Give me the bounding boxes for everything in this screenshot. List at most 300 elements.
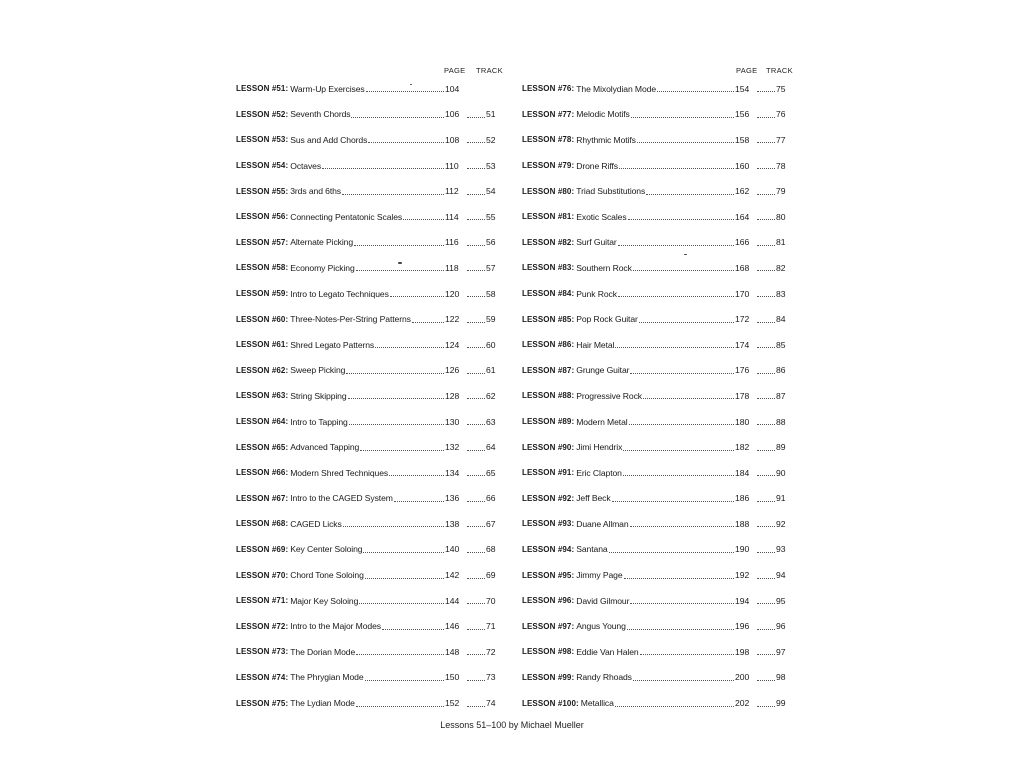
lesson-number: LESSON #87: [522,365,575,375]
lesson-title: Santana [576,544,608,555]
lesson-number: LESSON #72: [236,621,289,631]
lesson-number: LESSON #60: [236,314,289,324]
page-number: 172 [735,314,750,325]
page-number: 158 [735,134,750,145]
toc-entry [236,255,498,281]
toc-entry [236,537,498,563]
toc-entry [236,332,498,358]
page-number: 112 [445,186,459,197]
toc-entry [236,306,498,332]
toc-entry [236,102,498,128]
track-number: 51 [486,109,496,120]
track-number: 69 [486,570,496,581]
page-number: 188 [735,518,750,529]
page-number: 132 [445,442,460,453]
lesson-number: LESSON #69: [236,544,289,554]
dot-leader [618,288,734,297]
track-number: 87 [776,390,786,401]
dot-leader [467,365,485,374]
dot-leader [467,595,485,604]
page-number: 142 [445,570,460,581]
dot-leader [359,595,444,604]
track-number: 63 [486,416,496,427]
track-number: 71 [486,621,496,632]
dot-leader [365,570,444,579]
track-number: 89 [776,442,786,453]
dot-leader [757,442,775,451]
lesson-number: LESSON #71: [236,596,289,606]
lesson-title: Jimi Hendrix [576,442,623,453]
toc-entry [522,434,788,460]
toc-entry [522,204,788,230]
dot-leader [322,160,444,169]
toc-entry [522,230,788,256]
track-number: 91 [776,493,786,504]
dot-leader [618,237,734,246]
lesson-number: LESSON #86: [522,340,575,350]
dot-leader [657,83,734,92]
dot-leader [390,288,444,297]
dot-leader [629,416,734,425]
toc-entry [522,102,788,128]
page-number: 196 [735,621,750,632]
dot-leader [757,262,775,271]
lesson-number: LESSON #63: [236,391,289,401]
track-number: 98 [776,672,786,683]
lesson-number: LESSON #54: [236,161,289,171]
lesson-title: Intro to the CAGED System [290,493,393,504]
dot-leader [365,672,444,681]
dot-leader [612,493,734,502]
dot-leader [628,211,734,220]
toc-entry [236,460,498,486]
lesson-title: Duane Allman [576,518,629,529]
dot-leader [467,442,485,451]
lesson-title: Southern Rock [576,262,632,273]
lesson-title: Jeff Beck [576,493,611,504]
track-number: 86 [776,365,786,376]
track-number: 64 [486,442,496,453]
dot-leader [646,186,734,195]
dot-leader [623,467,734,476]
track-number: 62 [486,390,496,401]
lesson-number: LESSON #95: [522,570,575,580]
lesson-list-right [522,76,792,716]
track-column-label: TRACK [476,66,503,75]
dot-leader [382,621,444,630]
lesson-number: LESSON #100: [522,698,579,708]
lesson-title: Octaves [290,160,322,171]
toc-entry [236,178,498,204]
toc-entry [236,281,498,307]
lesson-title: Major Key Soloing [290,595,359,606]
track-number: 67 [486,518,496,529]
dot-leader [757,467,775,476]
track-column-label: TRACK [766,66,793,75]
toc-entry [236,434,498,460]
dot-leader [757,390,775,399]
page-number: 156 [735,109,750,120]
toc-entry [236,486,498,512]
lesson-number: LESSON #57: [236,237,289,247]
page-number: 124 [445,339,460,350]
page-number: 202 [735,698,750,709]
track-number: 61 [486,365,496,376]
lesson-title: The Dorian Mode [290,646,356,657]
lesson-title: David Gilmour [576,595,630,606]
dot-leader [467,109,485,118]
lesson-title: Three-Notes-Per-String Patterns [290,314,411,325]
dot-leader [757,570,775,579]
dot-leader [757,134,775,143]
page-number: 200 [735,672,750,683]
right-column [522,62,792,716]
lesson-number: LESSON #79: [522,161,575,171]
dot-leader [630,365,734,374]
lesson-number: LESSON #74: [236,672,289,682]
toc-entry [236,639,498,665]
track-number: 73 [486,672,496,683]
dot-leader [467,262,485,271]
track-number: 81 [776,237,786,248]
toc-entry [522,178,788,204]
page-number: 114 [445,211,459,222]
lesson-number: LESSON #52: [236,109,289,119]
dot-leader [351,109,444,118]
track-number: 99 [776,698,786,709]
toc-entry [236,383,498,409]
lesson-title: String Skipping [290,390,347,401]
lesson-number: LESSON #93: [522,519,575,529]
dot-leader [467,237,485,246]
page-number: 120 [445,288,460,299]
dot-leader [637,134,734,143]
page-number: 148 [445,646,460,657]
toc-entry [236,690,498,716]
dot-leader [467,493,485,502]
dot-leader [619,160,734,169]
lesson-title: Hair Metal [576,339,615,350]
page-number: 198 [735,646,750,657]
lesson-title: Grunge Guitar [576,365,630,376]
toc-entry [236,76,498,102]
toc-entry [522,537,788,563]
page-footer: Lessons 51–100 by Michael Mueller [440,720,584,730]
dot-leader [615,698,734,707]
lesson-title: Sweep Picking [290,365,346,376]
page-number: 134 [445,467,460,478]
page-number: 190 [735,544,750,555]
dot-leader [757,416,775,425]
page-number: 166 [735,237,750,248]
track-number: 57 [486,262,496,273]
lesson-title: CAGED Licks [290,518,342,529]
lesson-title: Progressive Rock [576,390,642,401]
track-number: 79 [776,186,786,197]
track-number: 55 [486,211,496,222]
page-number: 160 [735,160,750,171]
dot-leader [643,390,734,399]
dot-leader [609,544,734,553]
lesson-title: Advanced Tapping [290,442,360,453]
page-number: 186 [735,493,750,504]
toc-entry [236,230,498,256]
toc-entry [522,511,788,537]
dot-leader [757,339,775,348]
toc-entry [236,562,498,588]
dot-leader [467,339,485,348]
lesson-number: LESSON #65: [236,442,289,452]
dot-leader [467,646,485,655]
dot-leader [368,134,444,143]
dot-leader [757,186,775,195]
toc-entry [522,383,788,409]
dot-leader [360,442,444,451]
dot-leader [757,493,775,502]
lesson-number: LESSON #66: [236,468,289,478]
dot-leader [627,621,734,630]
left-column-header [236,62,502,76]
track-number: 93 [776,544,786,555]
dot-leader [757,160,775,169]
track-number: 54 [486,186,496,197]
lesson-title: Modern Shred Techniques [290,467,389,478]
dot-leader [757,109,775,118]
dot-leader [467,544,485,553]
page-number: 174 [735,339,750,350]
page-number: 108 [445,134,460,145]
lesson-title: Chord Tone Soloing [290,570,364,581]
lesson-number: LESSON #58: [236,263,289,273]
lesson-number: LESSON #84: [522,289,575,299]
lesson-title: Shred Legato Patterns [290,339,375,350]
track-number: 53 [486,160,496,171]
dot-leader [349,416,444,425]
lesson-number: LESSON #92: [522,493,575,503]
page-number: 176 [735,365,750,376]
dot-leader [467,186,485,195]
dot-leader [394,493,444,502]
lesson-title: Intro to Tapping [290,416,348,427]
dot-leader [623,442,734,451]
lesson-title: Drone Riffs [576,160,618,171]
lesson-title: Angus Young [576,621,626,632]
track-number: 82 [776,262,786,273]
lesson-number: LESSON #62: [236,365,289,375]
page-number: 104 [445,83,460,94]
lesson-number: LESSON #67: [236,493,289,503]
dot-leader [467,672,485,681]
page-number: 136 [445,493,460,504]
dot-leader [467,288,485,297]
toc-entry [522,613,788,639]
toc-entry [522,665,788,691]
dot-leader [348,390,444,399]
toc-entry [236,127,498,153]
page-number: 168 [735,262,750,273]
page-number: 140 [445,544,460,555]
toc-entry [522,76,788,102]
page-column-label: PAGE [444,66,466,75]
page-number: 180 [735,416,750,427]
dot-leader [412,314,444,323]
lesson-title: Triad Substitutions [576,186,646,197]
lesson-list-left [236,76,502,716]
lesson-number: LESSON #85: [522,314,575,324]
toc-entry [236,409,498,435]
toc-entry [236,588,498,614]
lesson-number: LESSON #56: [236,212,289,222]
page-number: 116 [445,237,459,248]
lesson-number: LESSON #73: [236,647,289,657]
lesson-number: LESSON #76: [522,84,575,94]
lesson-title: 3rds and 6ths [290,186,342,197]
lesson-number: LESSON #80: [522,186,575,196]
page-number: 182 [735,442,750,453]
lesson-number: LESSON #88: [522,391,575,401]
page-number: 152 [445,698,460,709]
track-number: 56 [486,237,496,248]
lesson-title: Eddie Van Halen [576,646,639,657]
lesson-title: Warm-Up Exercises [290,83,365,94]
dot-leader [757,595,775,604]
page-number: 194 [735,595,750,606]
page-number: 150 [445,672,460,683]
toc-entry [236,204,498,230]
dot-leader [467,211,485,220]
toc-entry [522,562,788,588]
track-number: 92 [776,518,786,529]
dot-leader [467,134,485,143]
track-number: 58 [486,288,496,299]
toc-entry [236,665,498,691]
track-number: 90 [776,467,786,478]
track-number: 78 [776,160,786,171]
lesson-title: Punk Rock [576,288,617,299]
lesson-number: LESSON #61: [236,340,289,350]
scan-speck [410,84,412,85]
dot-leader [467,416,485,425]
lesson-title: The Lydian Mode [290,698,355,709]
dot-leader [343,518,444,527]
toc-entry [236,153,498,179]
page-number: 170 [735,288,750,299]
track-number: 85 [776,339,786,350]
toc-entry [522,639,788,665]
lesson-title: Intro to Legato Techniques [290,288,389,299]
lesson-number: LESSON #51: [236,84,289,94]
page-number: 106 [445,109,460,120]
dot-leader [633,262,734,271]
dot-leader [375,339,444,348]
lesson-number: LESSON #78: [522,135,575,145]
dot-leader [467,518,485,527]
scan-speck [684,254,687,255]
dot-leader [467,621,485,630]
toc-entry [236,613,498,639]
lesson-title: Rhythmic Motifs [576,134,636,145]
dot-leader [757,314,775,323]
track-number: 84 [776,314,786,325]
dot-leader [467,698,485,707]
dot-leader [615,339,734,348]
dot-leader [757,544,775,553]
dot-leader [356,646,444,655]
lesson-title: Seventh Chords [290,109,351,120]
toc-entry [236,511,498,537]
dot-leader [467,314,485,323]
lesson-title: Connecting Pentatonic Scales [290,211,403,222]
lesson-title: Eric Clapton [576,467,622,478]
toc-entry [522,486,788,512]
toc-entry [522,281,788,307]
lesson-title: Jimmy Page [576,570,623,581]
toc-entry [522,588,788,614]
track-number: 88 [776,416,786,427]
dot-leader [403,211,444,220]
dot-leader [346,365,444,374]
left-column [236,62,502,716]
lesson-number: LESSON #98: [522,647,575,657]
page-number: 154 [735,83,750,94]
toc-entry [522,690,788,716]
dot-leader [467,84,485,92]
dot-leader [356,698,444,707]
lesson-number: LESSON #94: [522,544,575,554]
lesson-title: Melodic Motifs [576,109,630,120]
lesson-title: Exotic Scales [576,211,627,222]
lesson-number: LESSON #75: [236,698,289,708]
dot-leader [467,160,485,169]
page-number: 192 [735,570,750,581]
dot-leader [757,83,775,92]
lesson-number: LESSON #89: [522,417,575,427]
dot-leader [757,211,775,220]
dot-leader [757,672,775,681]
track-number: 74 [486,698,496,709]
track-number: 66 [486,493,496,504]
toc-entry [522,358,788,384]
dot-leader [467,570,485,579]
dot-leader [342,186,444,195]
track-number: 95 [776,595,786,606]
track-number: 65 [486,467,496,478]
dot-leader [757,365,775,374]
page-column-label: PAGE [736,66,758,75]
right-column-header [522,62,792,76]
toc-entry [522,127,788,153]
lesson-number: LESSON #83: [522,263,575,273]
toc-entry [522,306,788,332]
dot-leader [639,314,734,323]
page-number: 162 [735,186,750,197]
track-number: 97 [776,646,786,657]
page-number: 126 [445,365,460,376]
dot-leader [630,595,734,604]
lesson-number: LESSON #99: [522,672,575,682]
dot-leader [757,621,775,630]
lesson-title: Alternate Picking [290,237,354,248]
toc-entry [522,460,788,486]
lesson-number: LESSON #77: [522,109,575,119]
page-number: 110 [445,160,459,171]
lesson-title: The Mixolydian Mode [576,83,657,94]
lesson-number: LESSON #90: [522,442,575,452]
page-number: 178 [735,390,750,401]
dot-leader [467,467,485,476]
page-number: 164 [735,211,750,222]
dot-leader [467,390,485,399]
